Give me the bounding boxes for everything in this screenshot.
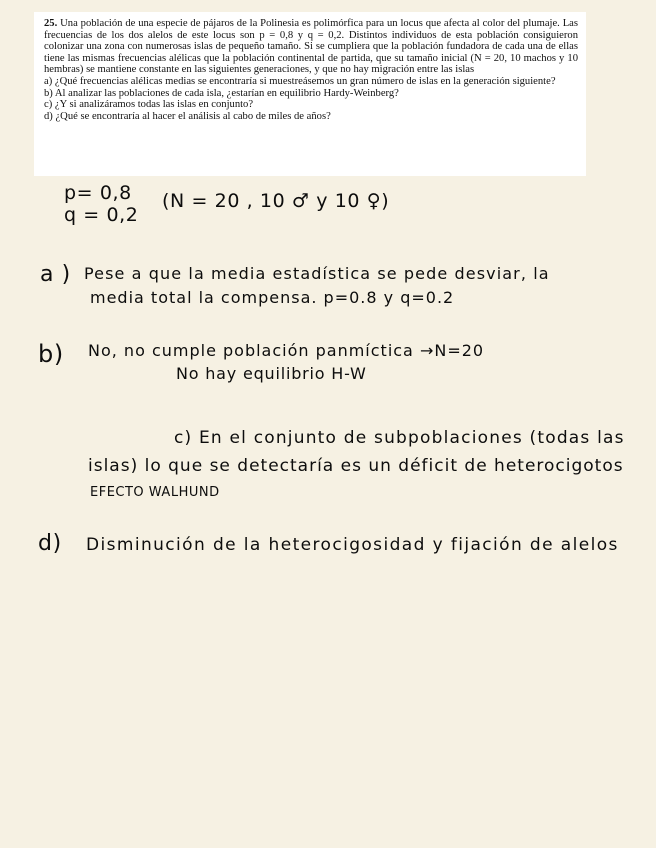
problem-text: Una población de una especie de pájaros de la Polinesia es polimórfica para un locus que afecta al color del plumaje. Las frecuencias de los dos alelos de este locus son p = 0,8 y q = 0,2. Distintos individuos de esta población consiguieron colonizar una zona con numerosas islas de pequeño tamaño. Si se cumpliera que la población fundadora de cada una de ellas tiene las mismas frecuencias alélicas que la población continental de partida, que su tamaño inicial (N = 20, 10 machos y 10 hembras) se mantiene constante en las siguientes generaciones, y que no hay migración entre las islas bbox=[44, 18, 578, 76]
answer-b-label: b) bbox=[38, 340, 64, 368]
question-a: a) ¿Qué frecuencias alélicas medias se encontraría si muestreásemos un gran número de islas en la generación siguiente? bbox=[44, 75, 556, 87]
problem-statement bbox=[44, 18, 578, 76]
handwritten-given-n: (N = 20 , 10 ♂ y 10 ♀) bbox=[162, 190, 390, 212]
question-d: d) ¿Qué se encontraría al hacer el análisis al cabo de miles de años? bbox=[44, 110, 331, 122]
problem-statement-box bbox=[34, 12, 586, 176]
answer-b-line-1: No, no cumple población panmíctica →N=20 bbox=[88, 341, 485, 360]
answer-a-line-2: media total la compensa. p=0.8 y q=0.2 bbox=[90, 288, 455, 307]
problem-number: 25. bbox=[44, 18, 58, 29]
answer-a-label: a ) bbox=[40, 262, 71, 287]
answer-c-line-3: EFECTO WALHUND bbox=[90, 485, 220, 500]
handwritten-given-q: q = 0,2 bbox=[64, 204, 139, 226]
answer-c-line-1: c) En el conjunto de subpoblaciones (todas las bbox=[174, 428, 625, 448]
handwritten-given-p: p= 0,8 bbox=[64, 182, 132, 204]
answer-d-label: d) bbox=[38, 531, 62, 556]
question-b: b) Al analizar las poblaciones de cada isla, ¿estarían en equilibrio Hardy-Weinberg? bbox=[44, 87, 399, 99]
question-c: c) ¿Y si analizáramos todas las islas en conjunto? bbox=[44, 99, 254, 111]
answer-b-line-2: No hay equilibrio H-W bbox=[176, 364, 367, 383]
answer-d-line-1: Disminución de la heterocigosidad y fijación de alelos bbox=[86, 535, 619, 555]
answer-c-line-2: islas) lo que se detectaría es un déficit de heterocigotos bbox=[88, 456, 624, 476]
answer-a-line-1: Pese a que la media estadística se pede desviar, la bbox=[84, 264, 550, 283]
